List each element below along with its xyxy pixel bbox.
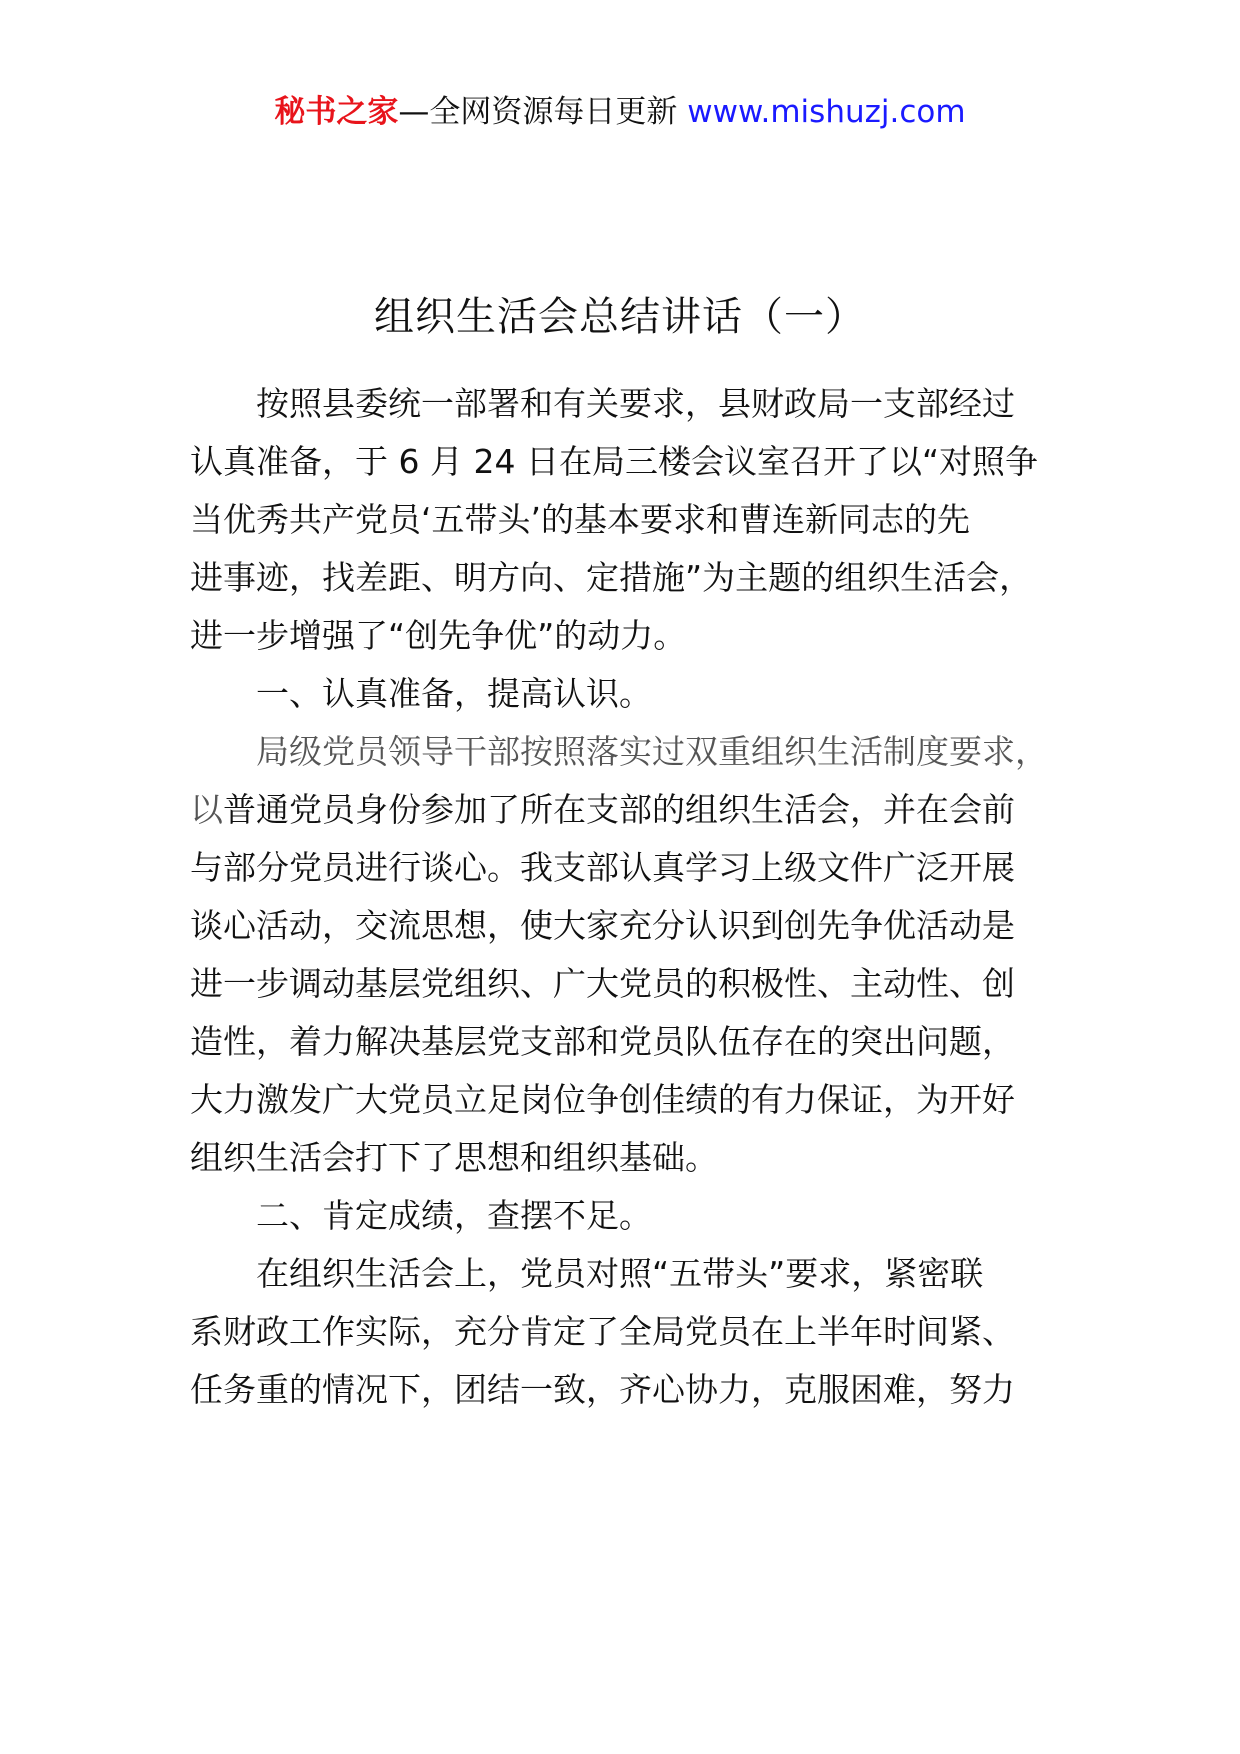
paragraph-2-line-2-lead: 以 <box>190 790 223 829</box>
paragraph-2-line-3: 与部分党员进行谈心。我支部认真学习上级文件广泛开展 <box>190 848 1015 887</box>
document-title: 组织生活会总结讲话（一） <box>374 294 866 340</box>
paragraph-1-line-3: 当优秀共产党员‘五带头’的基本要求和曹连新同志的先 <box>190 500 970 539</box>
paragraph-3-line-1: 在组织生活会上，党员对照“五带头”要求，紧密联 <box>256 1254 984 1293</box>
site-url-link[interactable]: www.mishuzj.com <box>687 94 966 130</box>
paragraph-2-line-7: 大力激发广大党员立足岗位争创佳绩的有力保证，为开好 <box>190 1080 1015 1119</box>
site-header <box>0 92 1240 132</box>
paragraph-2-line-2 <box>190 788 1015 832</box>
paragraph-1-line-5: 进一步增强了“创先争优”的动力。 <box>190 616 687 655</box>
paragraph-1-line-4: 进事迹，找差距、明方向、定措施”为主题的组织生活会， <box>190 558 1033 597</box>
header-slogan: —全网资源每日更新 <box>398 94 688 130</box>
brand-name: 秘书之家 <box>274 94 399 130</box>
section-heading-1: 一、认真准备，提高认识。 <box>256 674 652 713</box>
paragraph-1-line-1: 按照县委统一部署和有关要求，县财政局一支部经过 <box>256 384 1015 423</box>
section-heading-2: 二、肯定成绩，查摆不足。 <box>256 1196 652 1235</box>
paragraph-2-line-6: 造性，着力解决基层党支部和党员队伍存在的突出问题， <box>190 1022 1015 1061</box>
paragraph-2-line-2-rest: 普通党员身份参加了所在支部的组织生活会，并在会前 <box>223 790 1015 829</box>
paragraph-3-line-2: 系财政工作实际，充分肯定了全局党员在上半年时间紧、 <box>190 1312 1015 1351</box>
paragraph-3-line-3: 任务重的情况下，团结一致，齐心协力，克服困难，努力 <box>190 1370 1015 1409</box>
paragraph-2-line-1: 局级党员领导干部按照落实过双重组织生活制度要求， <box>256 732 1048 771</box>
paragraph-2-line-5: 进一步调动基层党组织、广大党员的积极性、主动性、创 <box>190 964 1015 1003</box>
paragraph-2-line-8: 组织生活会打下了思想和组织基础。 <box>190 1138 718 1177</box>
paragraph-2-line-4: 谈心活动，交流思想，使大家充分认识到创先争优活动是 <box>190 906 1015 945</box>
paragraph-1-line-2: 认真准备，于 6 月 24 日在局三楼会议室召开了以“对照争 <box>190 442 1039 481</box>
